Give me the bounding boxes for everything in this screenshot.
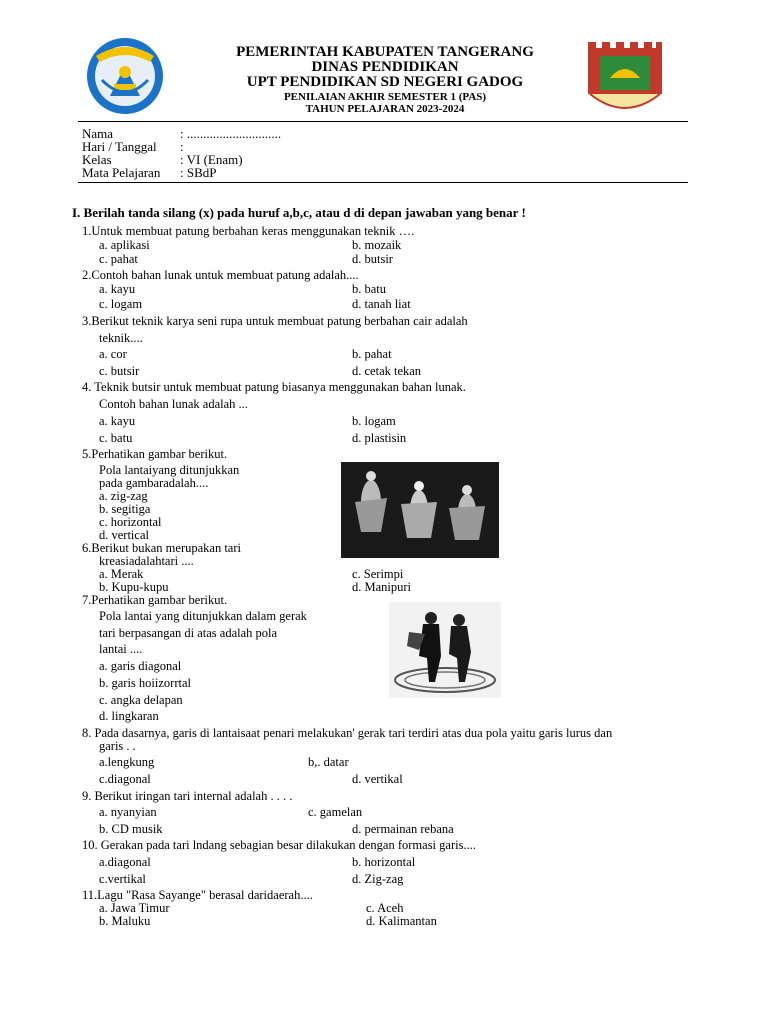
- identity-value-mapel: : SBdP: [180, 165, 217, 180]
- section-title: I. Berilah tanda silang (x) pada huruf a,b,c, atau d di depan jawaban yang benar !: [72, 205, 526, 220]
- identity-label-kelas: Kelas: [82, 152, 112, 167]
- question-3-line-2: teknik....: [99, 331, 143, 345]
- q9-option-a: a. nyanyian: [99, 805, 157, 819]
- q4-option-d: d. plastisin: [352, 431, 407, 445]
- q1-option-d: d. butsir: [352, 252, 393, 266]
- question-5-line-3: pada gambaradalah....: [99, 476, 209, 490]
- q11-option-d: d. Kalimantan: [366, 914, 437, 928]
- question-10: 10. Gerakan pada tari lndang sebagian besar dilakukan dengan formasi garis....: [82, 838, 476, 852]
- q8-option-d: d. vertikal: [352, 772, 403, 786]
- q5-option-c: c. horizontal: [99, 515, 162, 529]
- q2-option-d: d. tanah liat: [352, 297, 411, 311]
- question-2: 2.Contoh bahan lunak untuk membuat patung adalah....: [82, 268, 359, 282]
- dance-photo-group: [341, 462, 499, 558]
- q2-option-a: a. kayu: [99, 282, 136, 296]
- identity-value-hari: :: [180, 139, 184, 154]
- q11-option-b: b. Maluku: [99, 914, 151, 928]
- q6-option-c: c. Serimpi: [352, 567, 404, 581]
- q7-option-b: b. garis hoiizorrtal: [99, 676, 191, 690]
- header-line-3: UPT PENDIDIKAN SD NEGERI GADOG: [246, 74, 524, 90]
- question-6-line-1: 6.Berikut bukan merupakan tari: [82, 541, 241, 555]
- question-8-line-1: 8. Pada dasarnya, garis di lantaisaat penari melakukan' gerak tari terdiri atas dua pola yaitu garis lurus dan: [82, 726, 613, 740]
- q7-option-a: a. garis diagonal: [99, 659, 182, 673]
- question-7: 7.Perhatikan gambar berikut.: [82, 593, 228, 607]
- q4-option-a: a. kayu: [99, 414, 136, 428]
- header-line-1: PEMERINTAH KABUPATEN TANGERANG: [236, 44, 534, 60]
- q5-option-a: a. zig-zag: [99, 489, 148, 503]
- identity-label-hari: Hari / Tanggal: [82, 139, 157, 154]
- question-9: 9. Berikut iringan tari internal adalah . . . .: [82, 789, 293, 803]
- identity-divider: [78, 182, 688, 183]
- q10-option-c: c.vertikal: [99, 872, 146, 886]
- q3-option-c: c. butsir: [99, 364, 140, 378]
- q2-option-b: b. batu: [352, 282, 387, 296]
- question-11: 11.Lagu "Rasa Sayange" berasal daridaerah....: [82, 888, 313, 902]
- q9-option-d: d. permainan rebana: [352, 822, 454, 836]
- q4-option-c: c. batu: [99, 431, 133, 445]
- header-divider: [78, 121, 688, 122]
- q5-option-b: b. segitiga: [99, 502, 151, 516]
- q5-option-d: d. vertical: [99, 528, 149, 542]
- q1-option-c: c. pahat: [99, 252, 138, 266]
- question-4-line-2: Contoh bahan lunak adalah ...: [99, 397, 248, 411]
- identity-label-nama: Nama: [82, 126, 114, 141]
- question-7-line-3: tari berpasangan di atas adalah pola: [99, 626, 278, 640]
- q7-option-c: c. angka delapan: [99, 693, 183, 707]
- q3-option-a: a. cor: [99, 347, 127, 361]
- dance-photo-couple: [389, 602, 501, 698]
- question-6-line-2: kreasiadalahtari ....: [99, 554, 194, 568]
- q8-option-a: a.lengkung: [99, 755, 155, 769]
- identity-value-kelas: : VI (Enam): [180, 152, 243, 167]
- question-4-line-1: 4. Teknik butsir untuk membuat patung biasanya menggunakan bahan lunak.: [82, 380, 466, 394]
- question-7-line-2: Pola lantai yang ditunjukkan dalam gerak: [99, 609, 307, 623]
- q4-option-b: b. logam: [352, 414, 396, 428]
- q3-option-b: b. pahat: [352, 347, 392, 361]
- question-3-line-1: 3.Berikut teknik karya seni rupa untuk membuat patung berbahan cair adalah: [82, 314, 468, 328]
- q6-option-a: a. Merak: [99, 567, 144, 581]
- q8-option-b: b,. datar: [308, 755, 349, 769]
- q6-option-b: b. Kupu-kupu: [99, 580, 169, 594]
- header-line-4: PENILAIAN AKHIR SEMESTER 1 (PAS): [283, 91, 487, 103]
- q10-option-d: d. Zig-zag: [352, 872, 404, 886]
- header-line-2: DINAS PENDIDIKAN: [311, 59, 459, 75]
- identity-value-nama: : .............................: [180, 126, 282, 141]
- question-7-line-4: lantai ....: [99, 642, 143, 656]
- q7-option-d: d. lingkaran: [99, 709, 159, 723]
- q11-option-c: c. Aceh: [366, 901, 404, 915]
- q8-option-c: c.diagonal: [99, 772, 151, 786]
- q1-option-a: a. aplikasi: [99, 238, 150, 252]
- identity-label-mapel: Mata Pelajaran: [82, 165, 161, 180]
- q9-option-b: b. CD musik: [99, 822, 163, 836]
- question-5: 5.Perhatikan gambar berikut.: [82, 447, 228, 461]
- q2-option-c: c. logam: [99, 297, 143, 311]
- header-line-5: TAHUN PELAJARAN 2023-2024: [305, 103, 465, 115]
- q10-option-b: b. horizontal: [352, 855, 416, 869]
- q11-option-a: a. Jawa Timur: [99, 901, 170, 915]
- question-8-line-2: garis . .: [99, 739, 136, 753]
- q3-option-d: d. cetak tekan: [352, 364, 422, 378]
- q10-option-a: a.diagonal: [99, 855, 151, 869]
- q9-option-c: c. gamelan: [308, 805, 363, 819]
- question-1: 1.Untuk membuat patung berbahan keras menggunakan teknik ….: [82, 224, 415, 238]
- q1-option-b: b. mozaik: [352, 238, 402, 252]
- question-5-line-2: Pola lantaiyang ditunjukkan: [99, 463, 240, 477]
- q6-option-d: d. Manipuri: [352, 580, 412, 594]
